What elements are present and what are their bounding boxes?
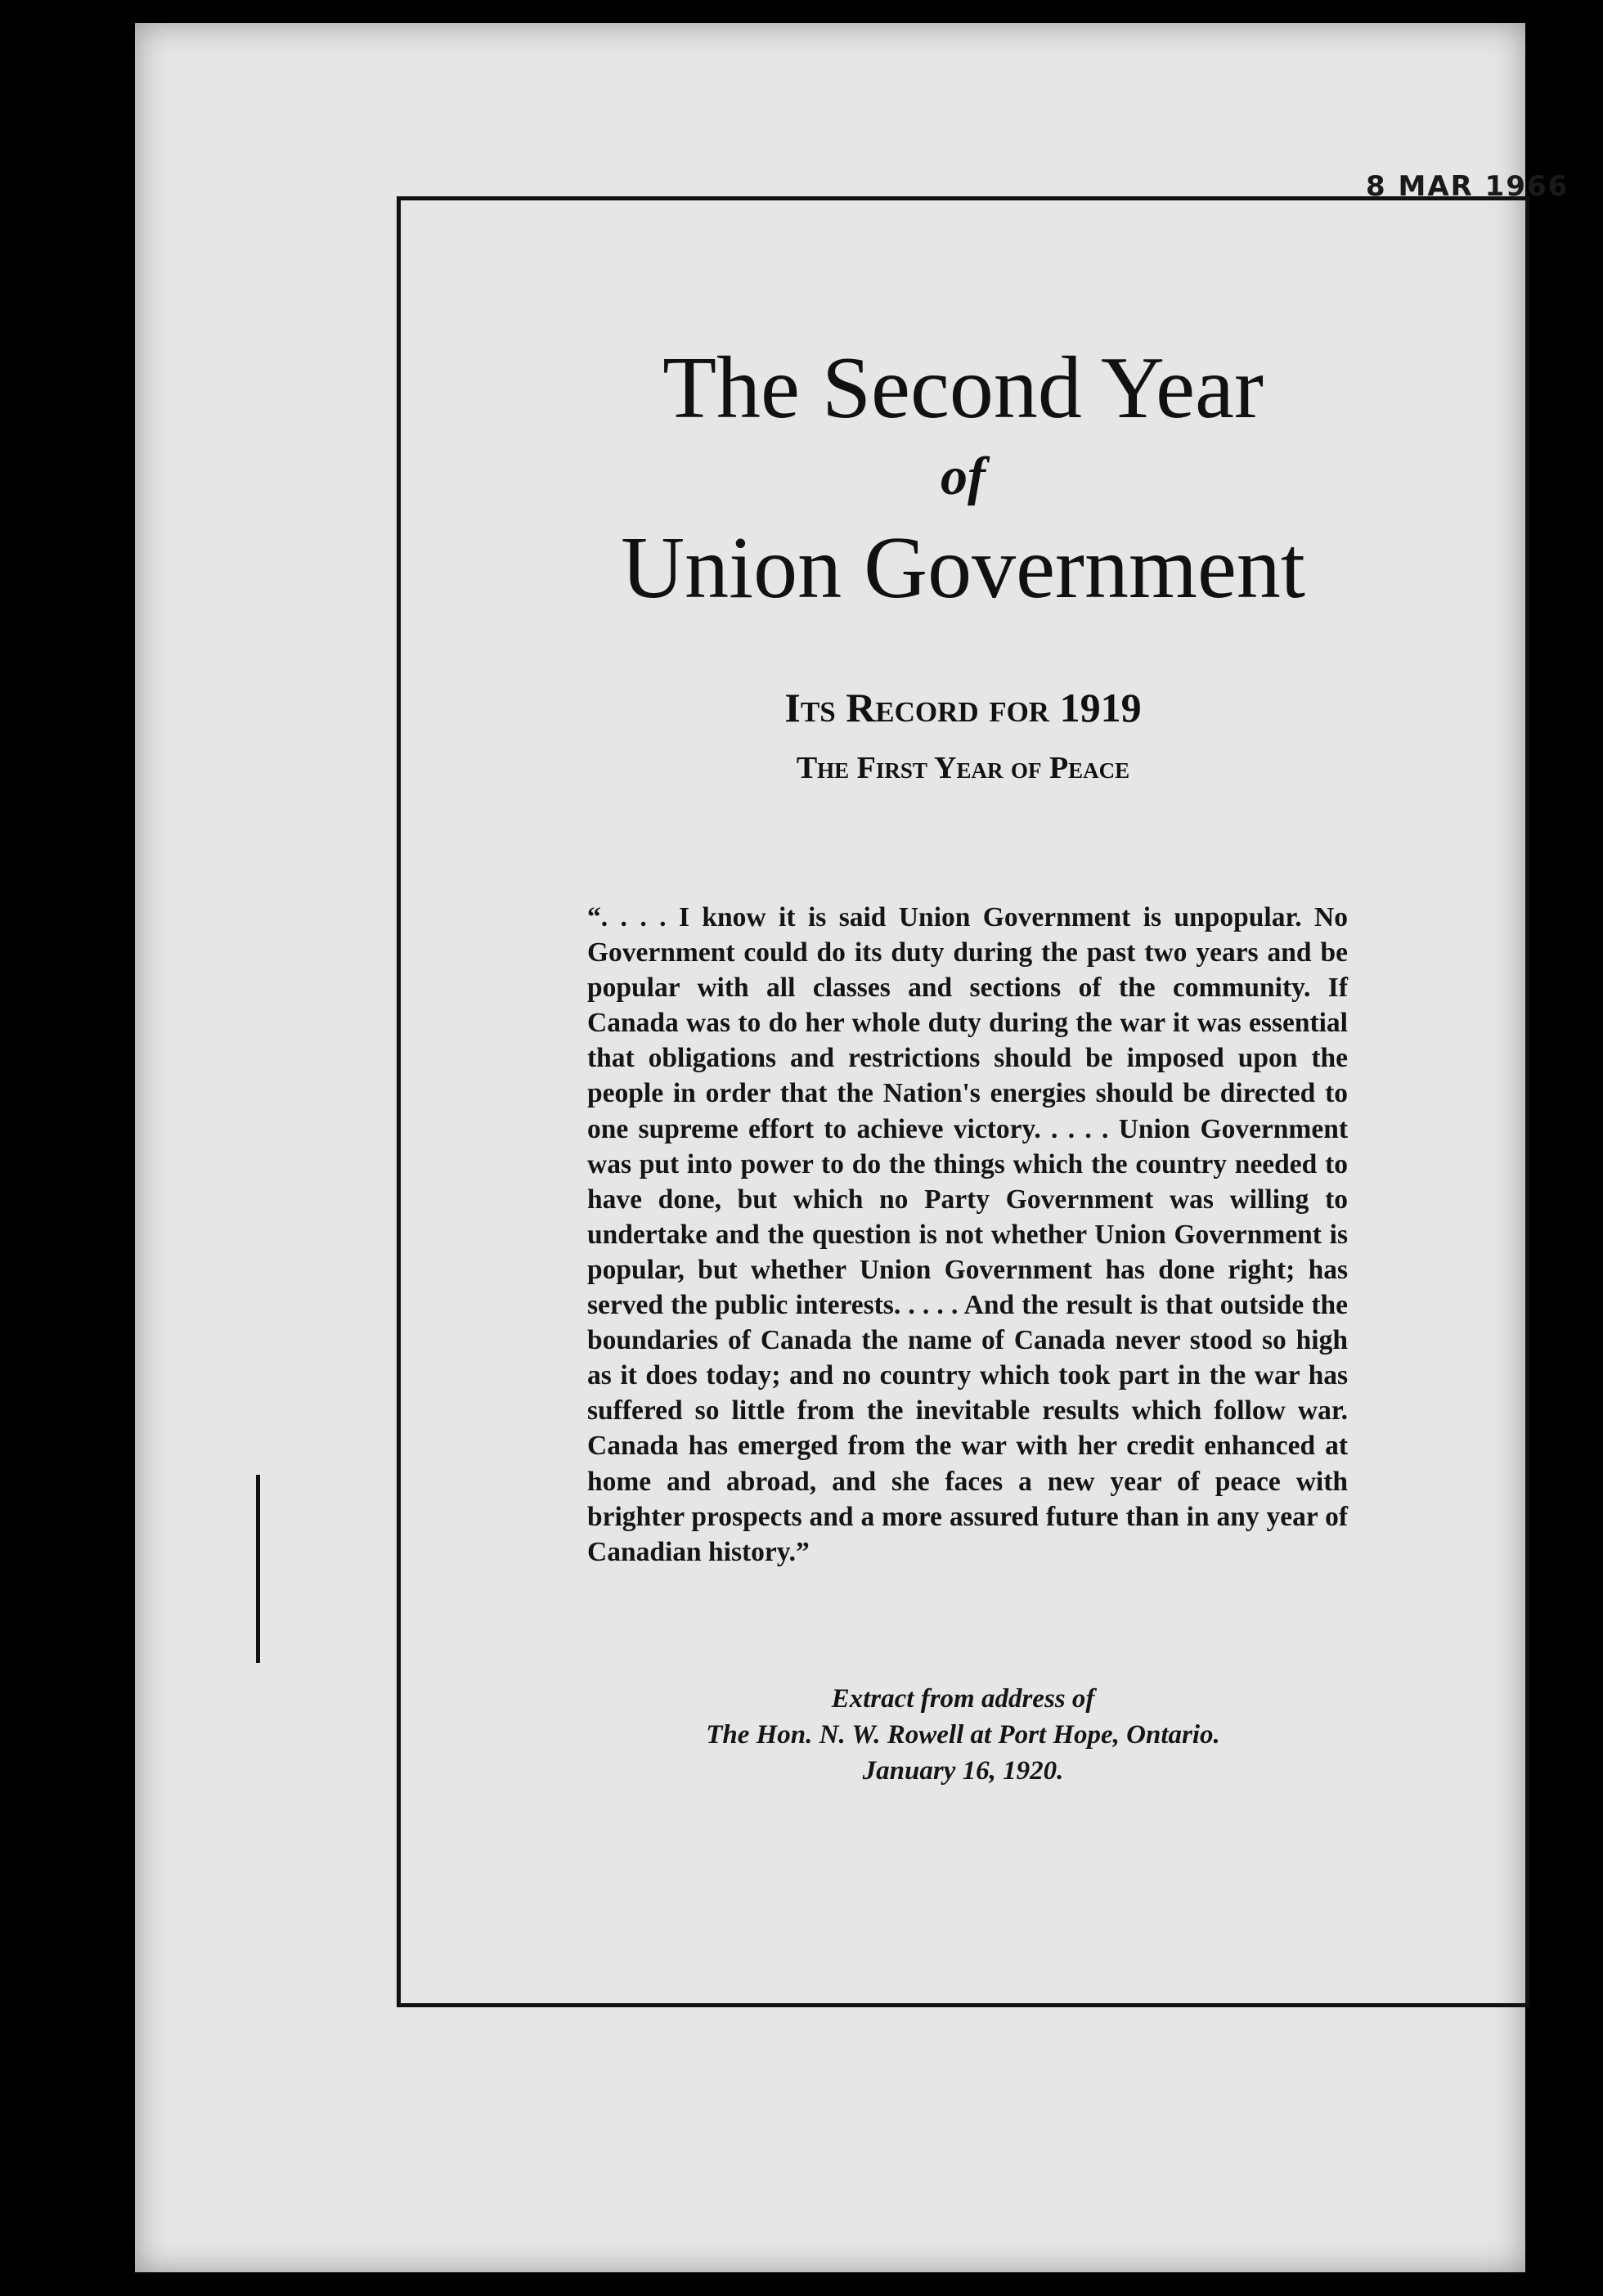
document-page xyxy=(135,23,1569,2272)
attribution-line-2: The Hon. N. W. Rowell at Port Hope, Ontario. xyxy=(706,1720,1220,1750)
attribution-line-1: Extract from address of xyxy=(831,1684,1095,1714)
attribution-block xyxy=(401,1681,1525,1789)
title-line-1: The Second Year xyxy=(662,339,1264,437)
subtitle-first-year: The First Year of Peace xyxy=(796,751,1130,785)
attribution-line-3: January 16, 1920. xyxy=(862,1756,1064,1786)
title-line-2: Union Government xyxy=(621,519,1305,617)
page-border-frame xyxy=(397,196,1529,2007)
title-connector: of xyxy=(941,447,986,506)
left-edge-mark xyxy=(256,1475,260,1663)
quote-paragraph: “. . . . I know it is said Union Government is unpopular. No Government could do its duty during the past two years and be popular with all classes and sections of the community. If Canada was to do her whole duty during the war it was essential that obligations and restrictions should be imposed upon the people in order that the Nation's energies should be directed to one supreme effort to achieve victory. . . . . Union Government was put into power to do the things which the country needed to have done, but which no Party Government was willing to undertake and the question is not whether Union Government is popular, but whether Union Government has done right; has served the public interests. . . . . And the result is that outside the boundaries of Canada the name of Canada never stood so high as it does today; and no country which took part in the war has suffered so little from the inevitable results which follow war. Canada has emerged from the war with her credit enhanced at home and abroad, and she faces a new year of peace with brighter prospects and a more assured future than in any year of Canadian history.” xyxy=(587,902,1348,1567)
subtitle-record: Its Record for 1919 xyxy=(784,685,1142,730)
date-stamp: 8 MAR 1966 xyxy=(1366,170,1569,203)
